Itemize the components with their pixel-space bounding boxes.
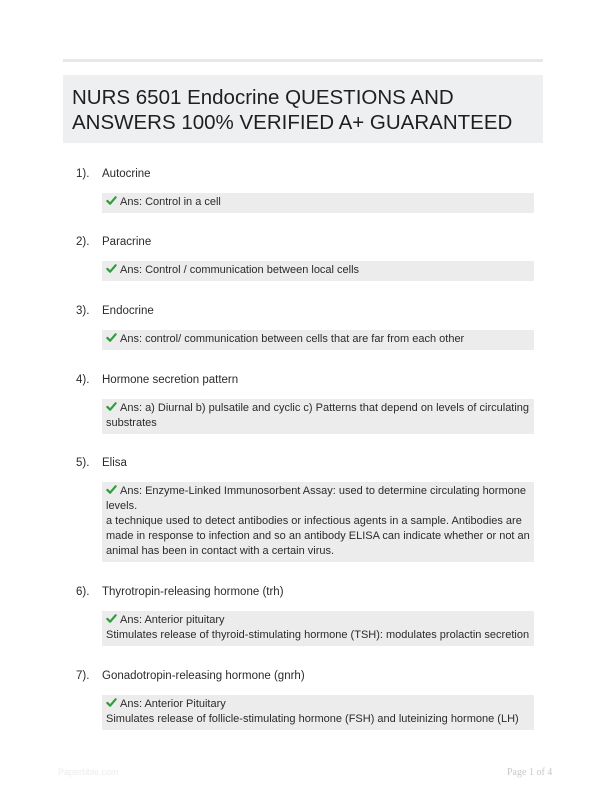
answer-line: a technique used to detect antibodies or infectious agents in a sample. Antibodies are made in response to infection and so an antibody ELISA can indicate whether or not an animal has been in contact with a certain virus. bbox=[106, 515, 530, 557]
answer-box bbox=[102, 330, 534, 350]
check-icon bbox=[106, 613, 117, 624]
document-title: NURS 6501 Endocrine QUESTIONS AND ANSWERS 100% VERIFIED A+ GUARANTEED bbox=[72, 86, 513, 134]
answer-line: Ans: Control / communication between local cells bbox=[120, 264, 360, 276]
check-icon bbox=[106, 401, 117, 412]
check-icon bbox=[106, 484, 117, 495]
footer-watermark: Paperbble.com bbox=[58, 767, 119, 777]
question-number: 6). bbox=[76, 586, 90, 598]
answer-box bbox=[102, 695, 534, 730]
check-icon bbox=[106, 263, 117, 274]
answer-box bbox=[102, 611, 534, 646]
check-icon bbox=[106, 195, 117, 206]
answer-box bbox=[102, 261, 534, 281]
question-text: Elisa bbox=[102, 457, 127, 469]
answer-line: Ans: Control in a cell bbox=[120, 196, 221, 208]
answer-line: Ans: control/ communication between cells that are far from each other bbox=[120, 333, 465, 345]
answer-line: Simulates release of follicle-stimulating hormone (FSH) and luteinizing hormone (LH) bbox=[106, 713, 519, 725]
question-number: 1). bbox=[76, 168, 90, 180]
answer-line: Ans: Enzyme-Linked Immunosorbent Assay: used to determine circulating hormone levels. bbox=[106, 485, 526, 512]
answer-line: Ans: Anterior Pituitary bbox=[120, 698, 226, 710]
question-number: 5). bbox=[76, 457, 90, 469]
question-text: Gonadotropin-releasing hormone (gnrh) bbox=[102, 670, 305, 682]
answer-box bbox=[102, 482, 534, 562]
question-number: 3). bbox=[76, 305, 90, 317]
question-text: Autocrine bbox=[102, 168, 151, 180]
question-text: Endocrine bbox=[102, 305, 154, 317]
answer-box bbox=[102, 399, 534, 434]
question-number: 2). bbox=[76, 236, 90, 248]
title-box bbox=[63, 75, 543, 143]
question-number: 4). bbox=[76, 374, 90, 386]
question-text: Thyrotropin-releasing hormone (trh) bbox=[102, 586, 284, 598]
answer-line: Ans: a) Diurnal b) pulsatile and cyclic c) Patterns that depend on levels of circulating substrates bbox=[106, 402, 530, 429]
question-number: 7). bbox=[76, 670, 90, 682]
answer-box bbox=[102, 193, 534, 213]
check-icon bbox=[106, 697, 117, 708]
answer-line: Ans: Anterior pituitary bbox=[120, 614, 225, 626]
top-rule bbox=[63, 59, 543, 62]
page-number: Page 1 of 4 bbox=[507, 767, 553, 778]
answer-line: Stimulates release of thyroid-stimulating hormone (TSH): modulates prolactin secretion bbox=[106, 629, 530, 641]
question-text: Paracrine bbox=[102, 236, 152, 248]
check-icon bbox=[106, 332, 117, 343]
question-text: Hormone secretion pattern bbox=[102, 374, 239, 386]
